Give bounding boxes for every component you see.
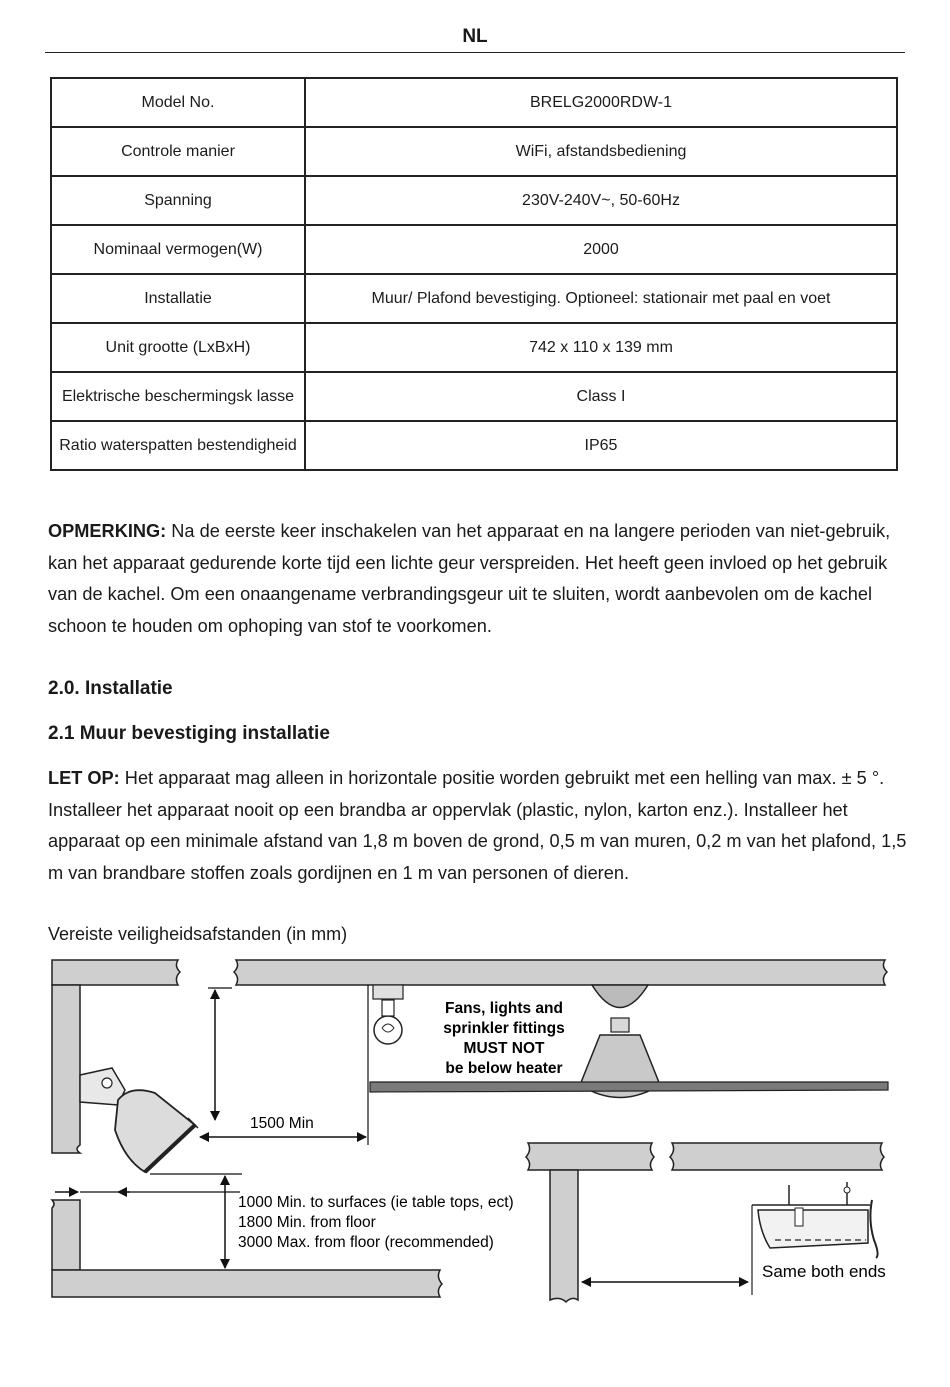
wall-lower [52,1200,80,1270]
floor-note-3: 3000 Max. from floor (recommended) [238,1234,494,1251]
heater-icon [80,1068,198,1172]
floor-distance-arrow [150,1174,242,1268]
language-code: NL [462,26,488,47]
note-text: Na de eerste keer inschakelen van het apparaat en na langere perioden van niet-gebruik, kan het apparaat gedurende korte tijd een lichte geur verspreiden. Het heeft geen invloed op het gebruik van de kachel. Om een onaangename verbrandingsgeur uit te sluiten, wordt aanbevolen om de kachel schoon te houden om ophoping van stof te voorkomen. [48,521,891,636]
same-both-ends-label: Same both ends [762,1262,886,1281]
note-paragraph [48,516,908,642]
spec-value: 742 x 110 x 139 mm [305,323,897,372]
table-row [51,176,897,225]
warning-line-1: Fans, lights and [445,1000,563,1017]
spec-value: WiFi, afstandsbediening [305,127,897,176]
warning-line-2: sprinkler fittings [443,1020,565,1037]
header-divider [45,52,905,53]
ceiling-right [234,960,887,985]
warning-line-3: MUST NOT [463,1040,545,1057]
wall-upper [52,985,80,1153]
side-wall [550,1170,578,1302]
spec-value: 2000 [305,225,897,274]
spec-label: Spanning [51,176,305,225]
note-label: OPMERKING: [48,521,167,541]
spec-label: Nominaal vermogen(W) [51,225,305,274]
ceiling-clearance-arrow [208,988,232,1120]
table-row [51,78,897,127]
floor-note-2: 1800 Min. from floor [238,1214,376,1231]
side-ceiling-left [526,1143,654,1170]
table-row [51,225,897,274]
floor [52,1270,442,1297]
table-row [51,372,897,421]
spec-table [50,77,898,471]
spec-label: Unit grootte (LxBxH) [51,323,305,372]
table-row [51,323,897,372]
safety-distance-diagram [0,950,950,1310]
side-ceiling-right [670,1143,884,1170]
distance-1500-label: 1500 Min [250,1115,314,1132]
table-row [51,127,897,176]
floor-note-1: 1000 Min. to surfaces (ie table tops, ect) [238,1194,514,1211]
warning-label: LET OP: [48,768,120,788]
diagram-caption: Vereiste veiligheidsafstanden (in mm) [48,924,348,944]
warning-line-4: be below heater [445,1060,563,1077]
spec-value: Muur/ Plafond bevestiging. Optioneel: stationair met paal en voet [305,274,897,323]
spec-value: Class I [305,372,897,421]
spec-label: Elektrische beschermingsk lasse [51,372,305,421]
spec-label: Model No. [51,78,305,127]
spec-value: 230V-240V~, 50-60Hz [305,176,897,225]
spec-label: Installatie [51,274,305,323]
spec-value: IP65 [305,421,897,470]
warning-paragraph [48,763,908,889]
table-row [51,274,897,323]
spec-value: BRELG2000RDW-1 [305,78,897,127]
light-bulb-icon [373,985,403,1044]
spec-label: Controle manier [51,127,305,176]
section-title: 2.0. Installatie [48,678,173,699]
spec-label: Ratio waterspatten bestendigheid [51,421,305,470]
warning-text: Het apparaat mag alleen in horizontale positie worden gebruikt met een helling van max. ± 5 °. Installeer het apparaat nooit op een brandba ar oppervlak (plastic, nylon, karton enz.). Installeer het apparaat op een minimale afstand van 1,8 m boven de grond, 0,5 m van muren, 0,2 m van het plafond, 1,5 m van brandbare stoffen zoals gordijnen en 1 m van personen of dieren. [48,768,907,883]
ceiling-left [52,960,180,985]
subsection-title: 2.1 Muur bevestiging installatie [48,723,330,744]
table-row [51,421,897,470]
